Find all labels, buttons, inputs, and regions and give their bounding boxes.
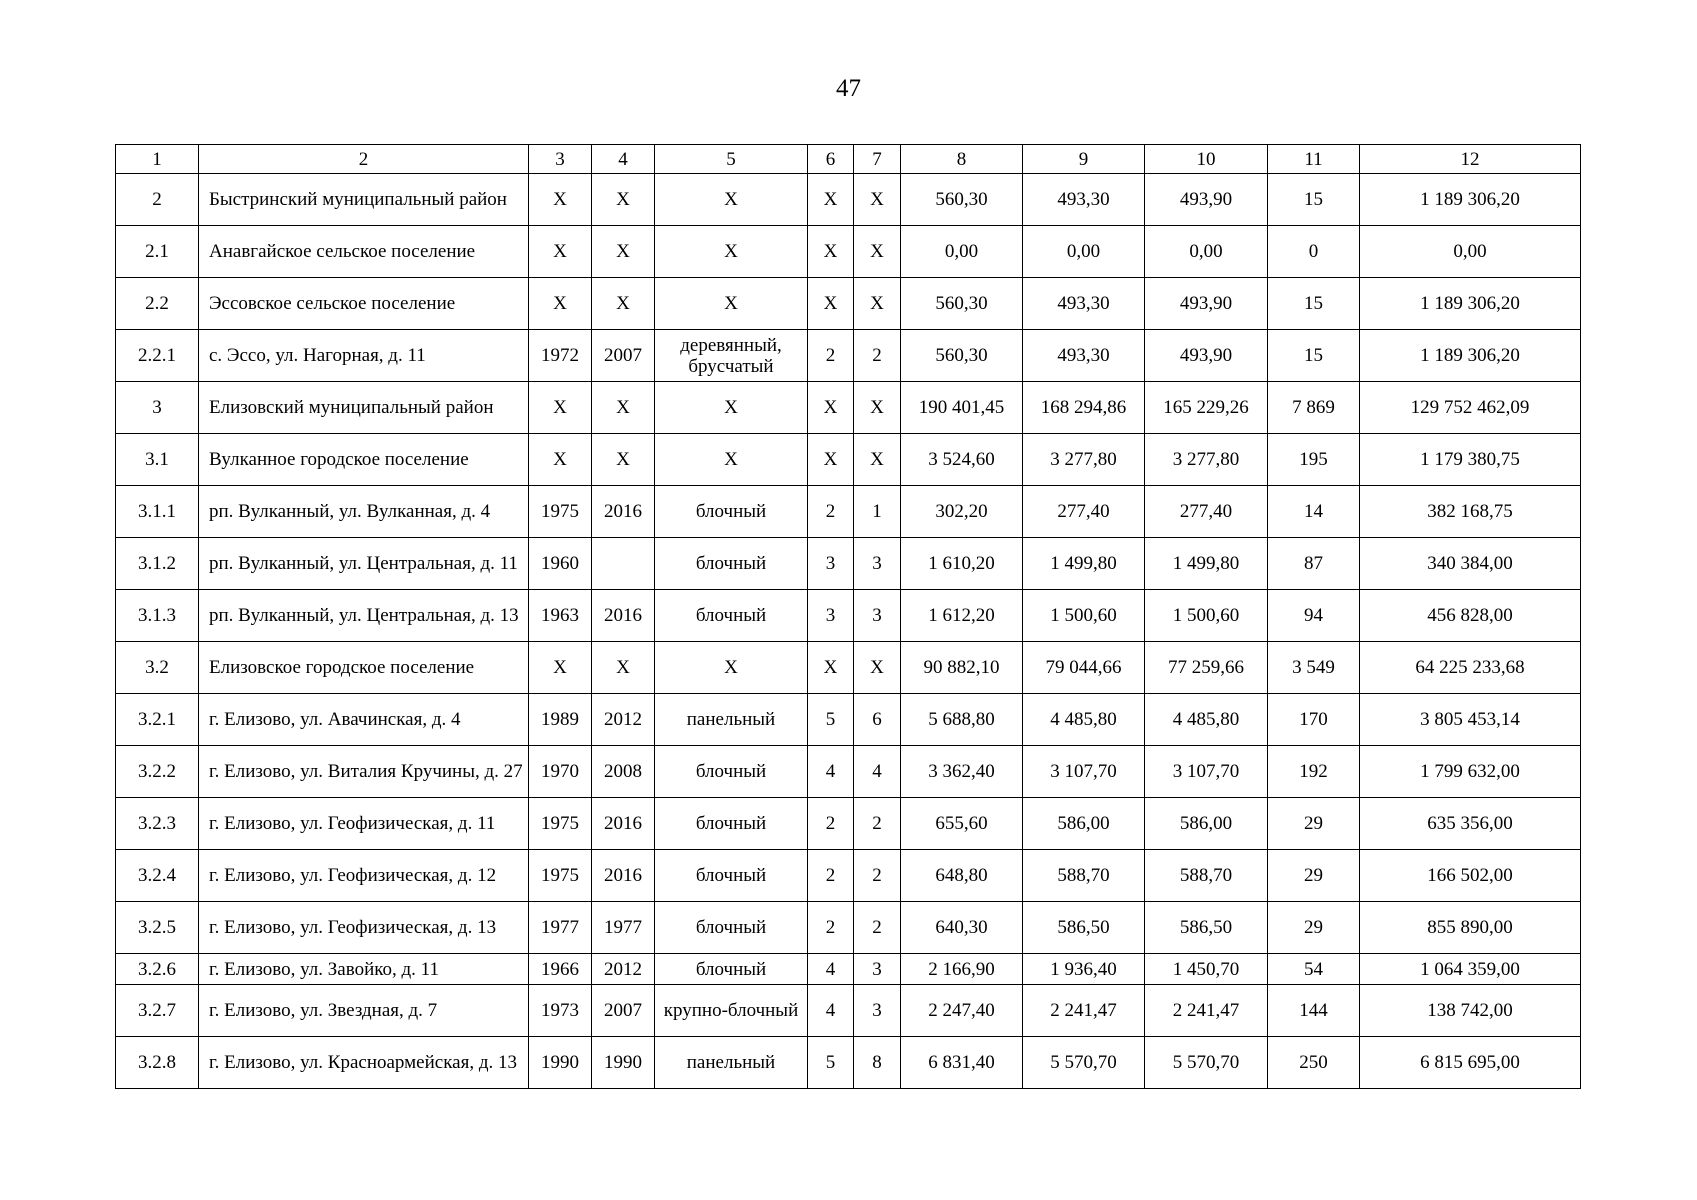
address-cell: г. Елизово, ул. Геофизическая, д. 12 [199,850,529,902]
address-cell: Анавгайское сельское поселение [199,226,529,278]
table-cell: X [655,226,808,278]
table-row [116,1037,1581,1089]
table-cell: 4 485,80 [1145,694,1268,746]
table-cell: X [529,174,592,226]
column-header: 3 [529,145,592,174]
table-cell: 2 [808,902,854,954]
table-cell: 90 882,10 [901,642,1023,694]
table-cell: X [808,434,854,486]
table-cell: 3 277,80 [1145,434,1268,486]
table-cell: 0,00 [901,226,1023,278]
table-cell: 129 752 462,09 [1360,382,1581,434]
table-cell: 1963 [529,590,592,642]
table-cell: 5 570,70 [1023,1037,1145,1089]
table-cell: 2 247,40 [901,985,1023,1037]
table-cell: 15 [1268,174,1360,226]
row-number-cell: 2.1 [116,226,199,278]
table-row [116,694,1581,746]
table-cell: 1 179 380,75 [1360,434,1581,486]
row-number-cell: 3 [116,382,199,434]
table-cell: X [854,434,901,486]
table-cell: 1 799 632,00 [1360,746,1581,798]
table-cell: блочный [655,486,808,538]
table-cell: 3 [854,954,901,985]
table-cell: 586,00 [1023,798,1145,850]
address-cell: г. Елизово, ул. Геофизическая, д. 13 [199,902,529,954]
table-cell: 64 225 233,68 [1360,642,1581,694]
table-cell: 166 502,00 [1360,850,1581,902]
table-row [116,746,1581,798]
table-cell: 2007 [592,330,655,382]
table-cell: 2 [808,330,854,382]
column-header: 2 [199,145,529,174]
table-cell: 0,00 [1145,226,1268,278]
table-cell: 4 [808,746,854,798]
table-cell: 1975 [529,850,592,902]
row-number-cell: 3.2.6 [116,954,199,985]
table-row [116,642,1581,694]
housing-data-table [115,144,1581,1089]
table-cell: 250 [1268,1037,1360,1089]
table-row [116,985,1581,1037]
table-cell: 29 [1268,902,1360,954]
column-header: 8 [901,145,1023,174]
table-cell: X [529,226,592,278]
column-number-header-row [116,145,1581,174]
table-cell: 277,40 [1023,486,1145,538]
table-cell: 1 610,20 [901,538,1023,590]
table-cell: X [655,174,808,226]
table-cell: 1 [854,486,901,538]
table-cell [592,538,655,590]
table-cell: 493,90 [1145,330,1268,382]
table-cell: 3 805 453,14 [1360,694,1581,746]
table-cell: 1989 [529,694,592,746]
table-cell: 1973 [529,985,592,1037]
address-cell: Елизовское городское поселение [199,642,529,694]
table-cell: 493,30 [1023,278,1145,330]
table-cell: 138 742,00 [1360,985,1581,1037]
table-cell: X [854,174,901,226]
table-cell: 1 189 306,20 [1360,174,1581,226]
table-cell: 1 499,80 [1145,538,1268,590]
address-cell: г. Елизово, ул. Красноармейская, д. 13 [199,1037,529,1089]
table-cell: 5 688,80 [901,694,1023,746]
table-cell: X [808,226,854,278]
table-cell: 1970 [529,746,592,798]
table-cell: 2 241,47 [1023,985,1145,1037]
table-cell: 2 241,47 [1145,985,1268,1037]
table-row [116,382,1581,434]
row-number-cell: 3.2.2 [116,746,199,798]
table-row [116,226,1581,278]
table-cell: 2007 [592,985,655,1037]
table-cell: 144 [1268,985,1360,1037]
table-cell: блочный [655,954,808,985]
table-cell: 192 [1268,746,1360,798]
table-cell: X [592,278,655,330]
table-cell: 493,30 [1023,174,1145,226]
column-header: 4 [592,145,655,174]
table-cell: 1 499,80 [1023,538,1145,590]
table-cell: 1977 [592,902,655,954]
address-cell: г. Елизово, ул. Звездная, д. 7 [199,985,529,1037]
table-cell: панельный [655,1037,808,1089]
table-cell: 15 [1268,330,1360,382]
table-cell: 4 [808,985,854,1037]
table-cell: 855 890,00 [1360,902,1581,954]
table-cell: блочный [655,798,808,850]
table-cell: 1 450,70 [1145,954,1268,985]
table-cell: 560,30 [901,330,1023,382]
column-header: 7 [854,145,901,174]
table-cell: 2 [854,798,901,850]
table-cell: 648,80 [901,850,1023,902]
table-cell: 165 229,26 [1145,382,1268,434]
table-cell: 1 064 359,00 [1360,954,1581,985]
table-cell: 195 [1268,434,1360,486]
table-cell: 1 500,60 [1145,590,1268,642]
table-cell: 586,00 [1145,798,1268,850]
address-cell: г. Елизово, ул. Виталия Кручины, д. 27 [199,746,529,798]
table-cell: X [655,642,808,694]
table-cell: 0,00 [1023,226,1145,278]
table-cell: 277,40 [1145,486,1268,538]
table-cell: X [808,278,854,330]
row-number-cell: 3.2.4 [116,850,199,902]
address-cell: Быстринский муниципальный район [199,174,529,226]
row-number-cell: 2.2 [116,278,199,330]
row-number-cell: 3.1.1 [116,486,199,538]
address-cell: г. Елизово, ул. Авачинская, д. 4 [199,694,529,746]
table-cell: 3 [854,590,901,642]
table-cell: 4 485,80 [1023,694,1145,746]
table-cell: 1960 [529,538,592,590]
table-cell: X [529,278,592,330]
table-cell: 2 [808,486,854,538]
column-header: 5 [655,145,808,174]
table-cell: 1 936,40 [1023,954,1145,985]
table-row [116,798,1581,850]
column-header: 10 [1145,145,1268,174]
address-cell: г. Елизово, ул. Геофизическая, д. 11 [199,798,529,850]
table-cell: X [592,174,655,226]
table-cell: 94 [1268,590,1360,642]
table-cell: 2 166,90 [901,954,1023,985]
table-cell: 340 384,00 [1360,538,1581,590]
table-cell: 1990 [592,1037,655,1089]
row-number-cell: 3.2.1 [116,694,199,746]
table-cell: 190 401,45 [901,382,1023,434]
table-cell: блочный [655,850,808,902]
address-cell: Вулканное городское поселение [199,434,529,486]
table-cell: X [529,434,592,486]
table-cell: 3 107,70 [1145,746,1268,798]
table-cell: блочный [655,746,808,798]
table-cell: панельный [655,694,808,746]
table-cell: 493,30 [1023,330,1145,382]
table-cell: блочный [655,902,808,954]
table-cell: 14 [1268,486,1360,538]
address-cell: Елизовский муниципальный район [199,382,529,434]
table-cell: блочный [655,538,808,590]
table-cell: крупно-блочный [655,985,808,1037]
table-cell: X [655,382,808,434]
table-cell: X [808,174,854,226]
row-number-cell: 3.2.8 [116,1037,199,1089]
table-cell: 2 [854,902,901,954]
table-cell: 1 189 306,20 [1360,278,1581,330]
table-cell: 655,60 [901,798,1023,850]
table-cell: 2 [854,850,901,902]
row-number-cell: 3.1 [116,434,199,486]
table-cell: 2 [854,330,901,382]
table-cell: 170 [1268,694,1360,746]
table-cell: 3 [808,538,854,590]
table-cell: 0 [1268,226,1360,278]
table-row [116,538,1581,590]
address-cell: Эссовское сельское поселение [199,278,529,330]
table-cell: 2 [808,850,854,902]
table-cell: 2016 [592,486,655,538]
table-cell: 1977 [529,902,592,954]
table-body [116,145,1581,1089]
table-cell: 635 356,00 [1360,798,1581,850]
table-cell: 1990 [529,1037,592,1089]
table-cell: 87 [1268,538,1360,590]
column-header: 9 [1023,145,1145,174]
column-header: 12 [1360,145,1581,174]
table-row [116,954,1581,985]
table-cell: 588,70 [1023,850,1145,902]
table-cell: X [592,434,655,486]
address-cell: с. Эссо, ул. Нагорная, д. 11 [199,330,529,382]
table-cell: 1966 [529,954,592,985]
table-cell: 6 831,40 [901,1037,1023,1089]
table-cell: 168 294,86 [1023,382,1145,434]
table-cell: 640,30 [901,902,1023,954]
table-row [116,434,1581,486]
table-cell: 29 [1268,798,1360,850]
column-header: 6 [808,145,854,174]
table-cell: 1975 [529,486,592,538]
table-cell: 5 [808,694,854,746]
table-cell: 586,50 [1145,902,1268,954]
row-number-cell: 3.1.2 [116,538,199,590]
table-cell: 4 [808,954,854,985]
table-cell: 3 277,80 [1023,434,1145,486]
table-cell: 588,70 [1145,850,1268,902]
table-cell: 1972 [529,330,592,382]
table-cell: 1 500,60 [1023,590,1145,642]
address-cell: рп. Вулканный, ул. Вулканная, д. 4 [199,486,529,538]
row-number-cell: 3.1.3 [116,590,199,642]
table-cell: X [529,642,592,694]
table-cell: 2012 [592,694,655,746]
table-cell: 3 107,70 [1023,746,1145,798]
table-cell: X [808,642,854,694]
address-cell: г. Елизово, ул. Завойко, д. 11 [199,954,529,985]
table-cell: 15 [1268,278,1360,330]
table-cell: 1975 [529,798,592,850]
table-cell: 2016 [592,798,655,850]
table-row [116,174,1581,226]
table-cell: 560,30 [901,278,1023,330]
column-header: 1 [116,145,199,174]
table-cell: 4 [854,746,901,798]
table-cell: 3 [808,590,854,642]
table-cell: 79 044,66 [1023,642,1145,694]
row-number-cell: 3.2.7 [116,985,199,1037]
table-cell: 2016 [592,590,655,642]
table-cell: 493,90 [1145,174,1268,226]
table-cell: 1 189 306,20 [1360,330,1581,382]
table-cell: X [655,434,808,486]
page-number: 47 [836,75,861,102]
table-row [116,486,1581,538]
table-cell: 1 612,20 [901,590,1023,642]
table-cell: 3 549 [1268,642,1360,694]
row-number-cell: 2.2.1 [116,330,199,382]
table-cell: 3 [854,538,901,590]
table-cell: 456 828,00 [1360,590,1581,642]
table-cell: X [592,642,655,694]
table-cell: X [854,382,901,434]
table-cell: X [592,382,655,434]
table-cell: X [854,278,901,330]
table-cell: X [808,382,854,434]
table-cell: 2 [808,798,854,850]
table-cell: 382 168,75 [1360,486,1581,538]
table-cell: 2012 [592,954,655,985]
table-row [116,330,1581,382]
table-cell: 8 [854,1037,901,1089]
table-cell: 2016 [592,850,655,902]
address-cell: рп. Вулканный, ул. Центральная, д. 13 [199,590,529,642]
table-cell: 586,50 [1023,902,1145,954]
table-cell: X [854,226,901,278]
table-cell: 7 869 [1268,382,1360,434]
table-cell: 3 362,40 [901,746,1023,798]
column-header: 11 [1268,145,1360,174]
table-cell: 302,20 [901,486,1023,538]
table-cell: X [854,642,901,694]
table-cell: 5 [808,1037,854,1089]
table-cell: 6 [854,694,901,746]
address-cell: рп. Вулканный, ул. Центральная, д. 11 [199,538,529,590]
table-row [116,590,1581,642]
row-number-cell: 3.2 [116,642,199,694]
table-cell: деревянный, брусчатый [655,330,808,382]
table-cell: X [529,382,592,434]
row-number-cell: 3.2.3 [116,798,199,850]
table-row [116,850,1581,902]
row-number-cell: 3.2.5 [116,902,199,954]
table-row [116,278,1581,330]
table-row [116,902,1581,954]
table-cell: 3 [854,985,901,1037]
table-cell: 77 259,66 [1145,642,1268,694]
table-cell: блочный [655,590,808,642]
row-number-cell: 2 [116,174,199,226]
table-cell: 493,90 [1145,278,1268,330]
table-cell: 29 [1268,850,1360,902]
table-cell: 5 570,70 [1145,1037,1268,1089]
table-cell: 54 [1268,954,1360,985]
table-cell: 560,30 [901,174,1023,226]
table-cell: 2008 [592,746,655,798]
table-cell: 3 524,60 [901,434,1023,486]
table-cell: X [655,278,808,330]
table-cell: 0,00 [1360,226,1581,278]
table-cell: X [592,226,655,278]
table-cell: 6 815 695,00 [1360,1037,1581,1089]
